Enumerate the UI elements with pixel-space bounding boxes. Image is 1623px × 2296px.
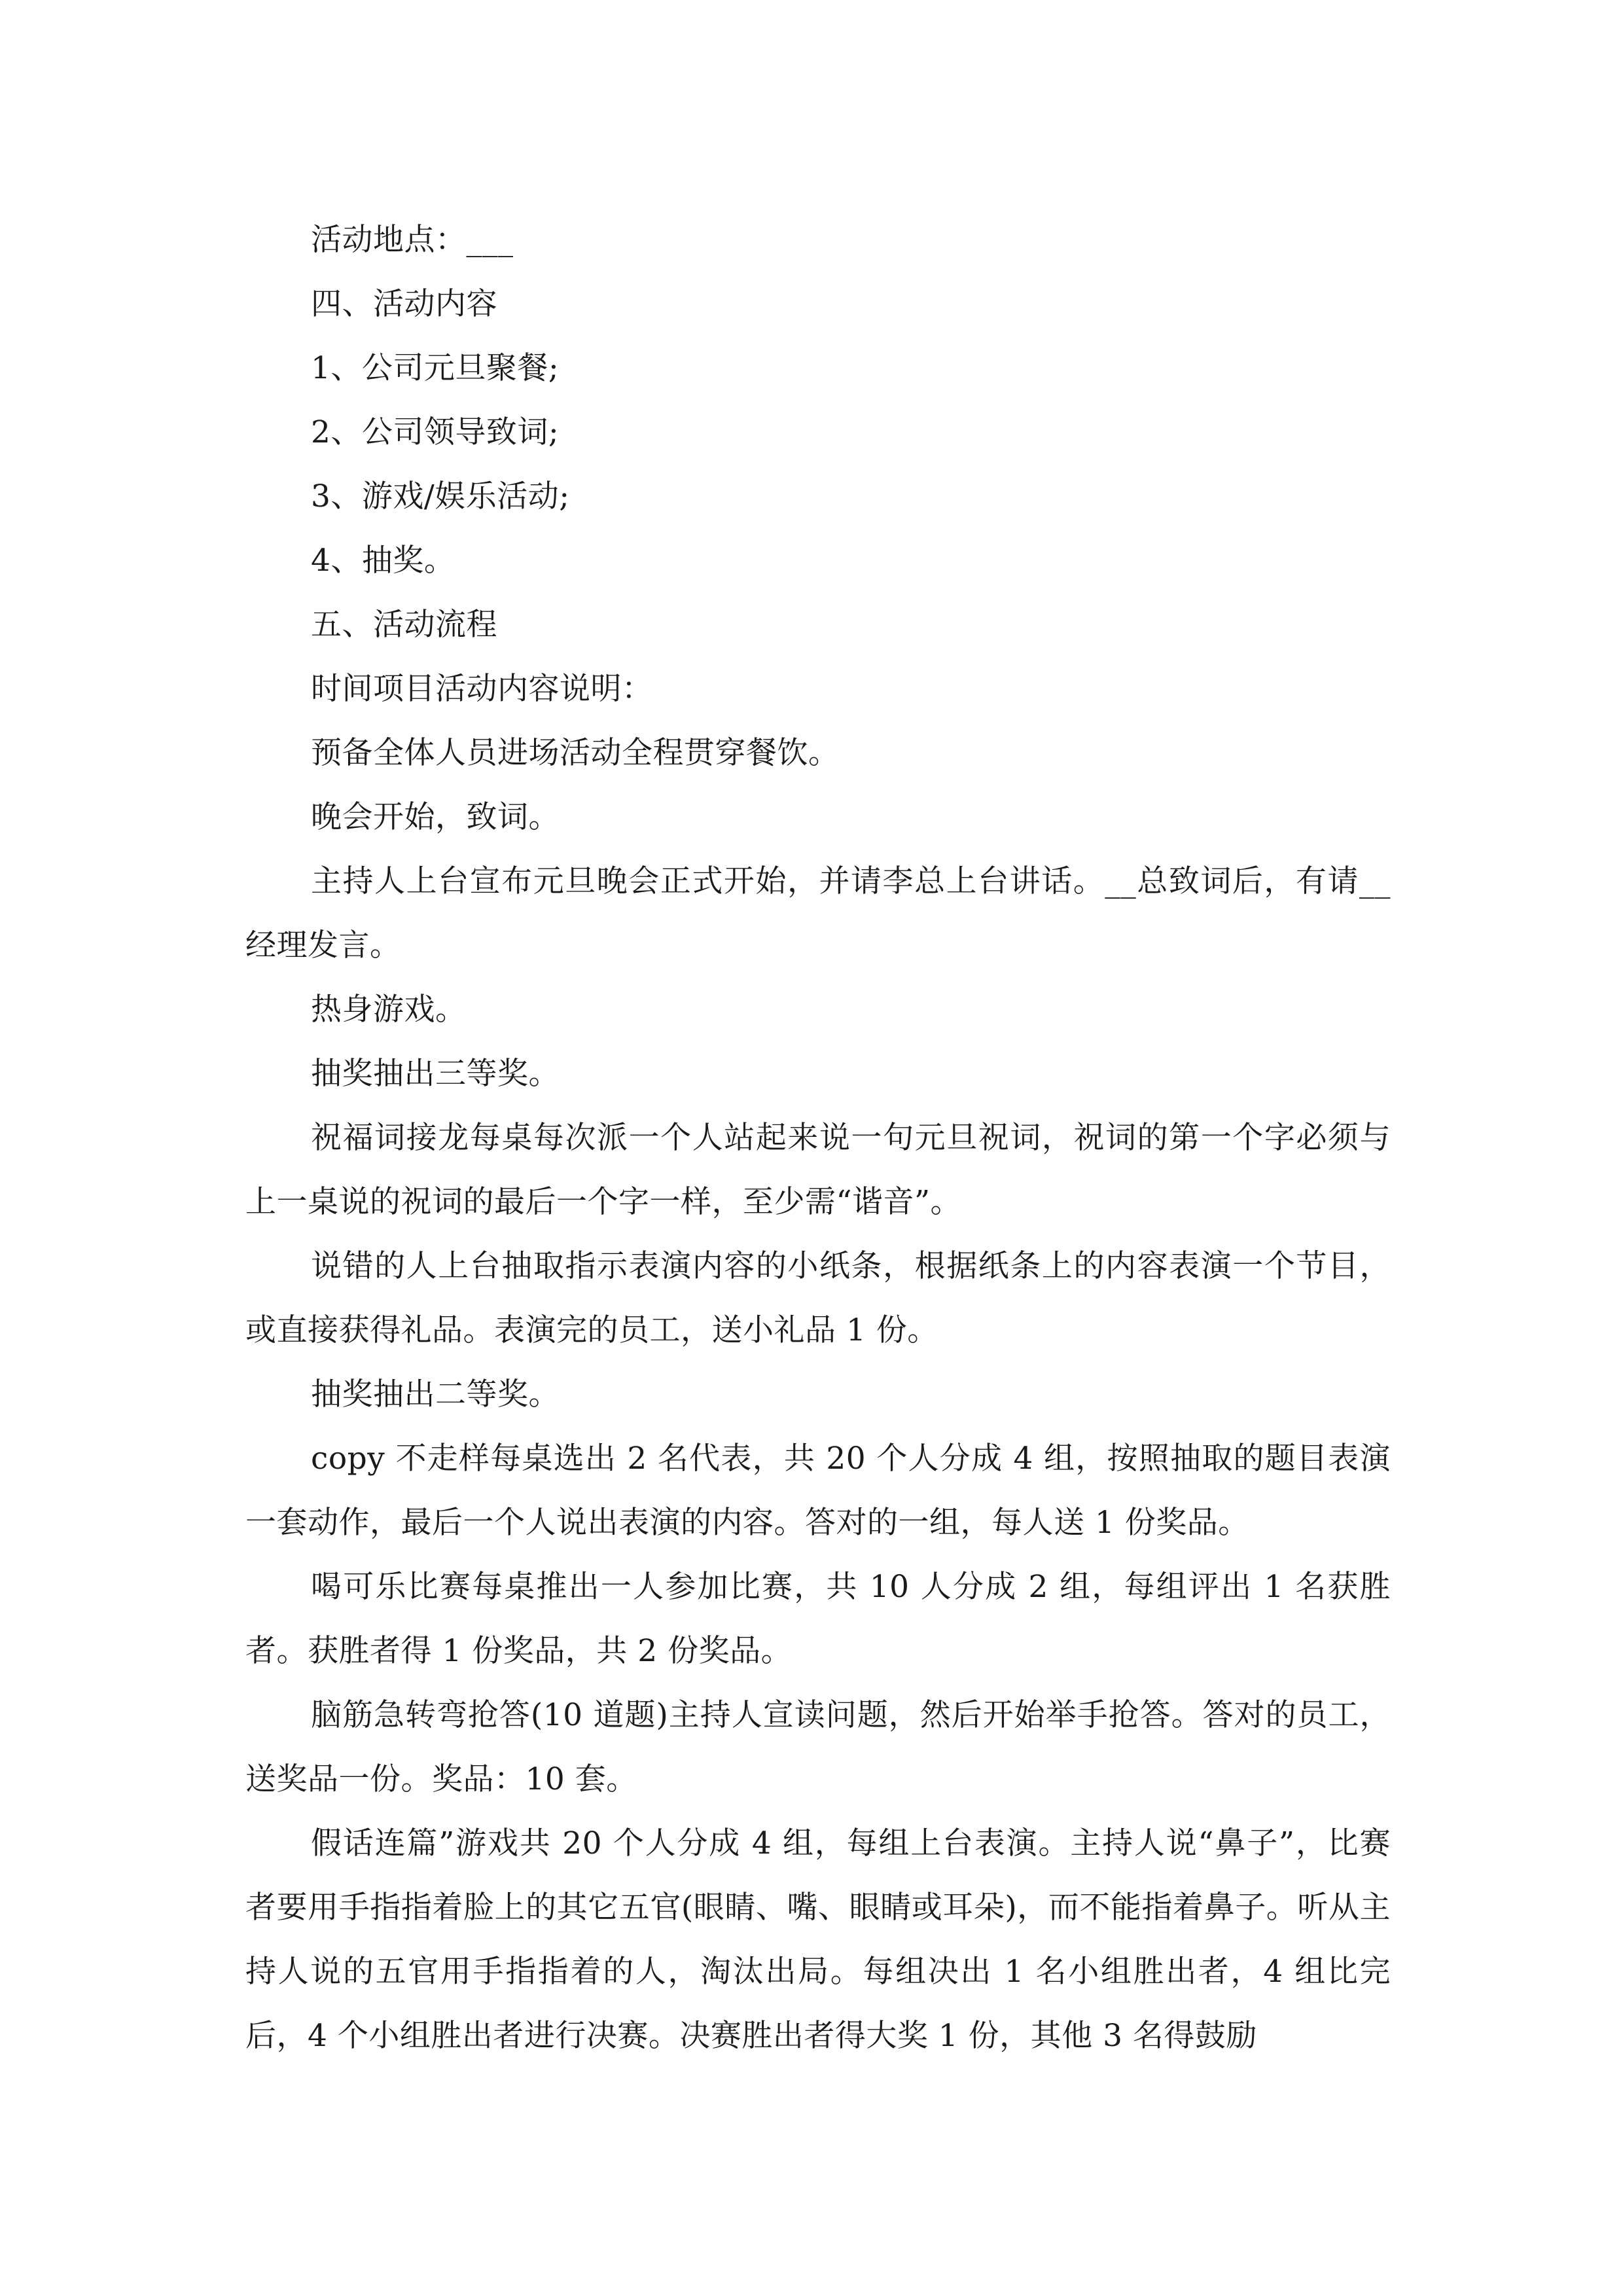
paragraph: 主持人上台宣布元旦晚会正式开始，并请李总上台讲话。__总致词后，有请__经理发言。 [245,863,1391,963]
list-item: 4、抽奖。 [311,543,455,579]
list-item: 2、公司领导致词; [311,414,560,450]
paragraph: 说错的人上台抽取指示表演内容的小纸条，根据纸条上的内容表演一个节目，或直接获得礼品。表演完的员工，送小礼品 1 份。 [245,1248,1391,1348]
paragraph: 晚会开始，致词。 [311,799,560,835]
paragraph: 脑筋急转弯抢答(10 道题)主持人宣读问题，然后开始举手抢答。答对的员工，送奖品一份。奖品：10 套。 [245,1697,1391,1797]
paragraph: 预备全体人员进场活动全程贯穿餐饮。 [311,735,840,771]
paragraph: 抽奖抽出二等奖。 [311,1376,560,1412]
paragraph: 热身游戏。 [311,992,467,1028]
list-item: 1、公司元旦聚餐; [311,350,560,386]
paragraph: copy 不走样每桌选出 2 名代表，共 20 个人分成 4 组，按照抽取的题目表演一套动作，最后一个人说出表演的内容。答对的一组，每人送 1 份奖品。 [245,1441,1391,1541]
document-page [245,208,1391,2068]
paragraph-venue: 活动地点：___ [311,222,514,258]
paragraph: 时间项目活动内容说明： [311,671,653,707]
heading-activity-content: 四、活动内容 [311,286,497,322]
paragraph: 祝福词接龙每桌每次派一个人站起来说一句元旦祝词，祝词的第一个字必须与上一桌说的祝词的最后一个字一样，至少需“谐音”。 [245,1120,1391,1220]
paragraph: 喝可乐比赛每桌推出一人参加比赛，共 10 人分成 2 组，每组评出 1 名获胜者。获胜者得 1 份奖品，共 2 份奖品。 [245,1569,1391,1669]
paragraph: 抽奖抽出三等奖。 [311,1056,560,1092]
heading-activity-flow: 五、活动流程 [311,607,497,643]
paragraph: 假话连篇”游戏共 20 个人分成 4 组，每组上台表演。主持人说“鼻子”，比赛者要用手指指着脸上的其它五官(眼睛、嘴、眼睛或耳朵)，而不能指着鼻子。听从主持人说的五官用手指指着的人，淘汰出局。每组决出 1 名小组胜出者，4 组比完后，4 个小组胜出者进行决赛。决赛胜出者得大奖 1 份，其他 3 名得鼓励 [245,1825,1391,2054]
list-item: 3、游戏/娱乐活动; [311,478,570,514]
